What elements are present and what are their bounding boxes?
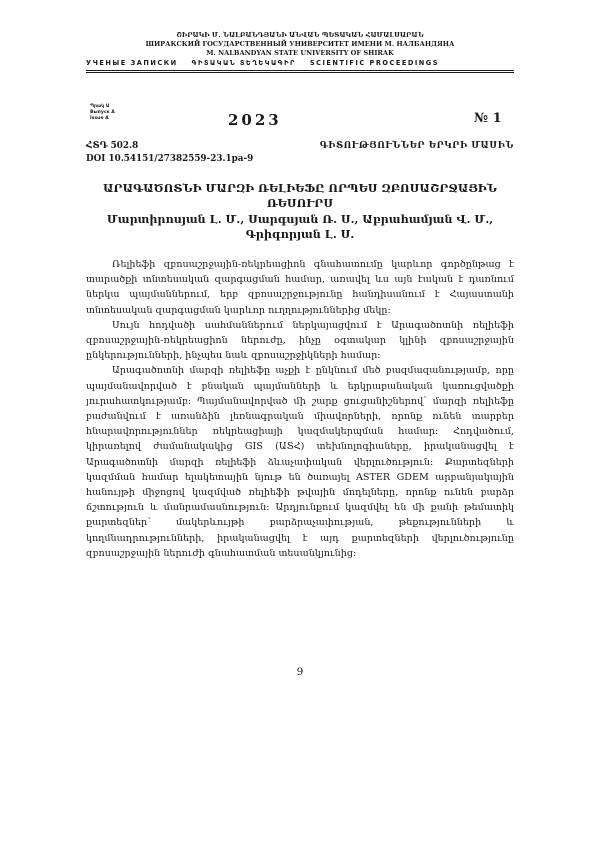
journal-name-armenian: ԳԻՏԱԿԱՆ ՏԵՂԵԿԱԳԻՐ — [191, 59, 296, 67]
volume-english: Issue A — [90, 116, 109, 121]
authors-line1: Մարտիրոսյան Լ. Մ., Սարգսյան Ռ. Ս., Աբրահամյան Վ. Մ., — [106, 212, 494, 226]
paragraph-3: Արագածոտնի մարզի ռելիեֆը աչքի է ընկնում մեծ բազմազանությամբ, որը պայմանավորված է բնական պայմանների և երկրաբանական կառուցվածքի յուրահատկությամբ: Պայմանավորված մի շարք ցուցանիշներով՝ մարզի ռելիեֆը բաժանվում է առանձին լեռնագրական միավորների, որոնք ունեն տարբեր հնարավորություններ ռեկրեացիայի կազմակերպման համար: Հոդվածում, կիրառելով ժամանակակից GIS (ԱՏՀ) տեխնոլոգիաները, իրականացվել է Արագածոտնի մարզի ռելիեֆի ձևաչափական վերլուծություն: Քարտեզների կազմման համար ելակետային նյութ են ծառայել ASTER GDEM արբանյակային հանույթի միջոցով կազմված ռելիեֆի թվային մոդելները, որոնք ունեն բարձր ճշտություն և մանրամասնություն: Արդյունքում կազմվել են մի քանի թեմատիկ քարտեզներ՝ մակերևույթի բարձրաչափության, թեքությունների և կողմնադրությունների, իրականացվել է այդ քարտեզների վերլուծությունը զբոսաշրջային ներուժի գնահատման տեսանկյունից: — [86, 365, 514, 559]
section-name: ԳԻՏՈՒԹՅՈՒՆՆԵՐ ԵՐԿՐԻ ՄԱՍԻՆ — [319, 141, 514, 151]
university-name-english: M. NALBANDYAN STATE UNIVERSITY OF SHIRAK — [206, 49, 394, 57]
university-name-armenian: ՇԻՐԱԿԻ Մ. ՆԱԼԲԱՆԴՅԱՆԻ ԱՆՎԱՆ ՊԵՏԱԿԱՆ ՀԱՄԱԼՍԱՐԱՆ — [176, 31, 424, 39]
paragraph-1: Ռելիեֆի զբոսաշրջային-ռեկրեացիոն գնահատումը կարևոր գործընթաց է տարածքի տնտեսական զարգացման համար, առավել ևս այն էական է դառնում ներկա պայմաններում, երբ զբոսաշրջությունը հանդիսանում է Հայաստանի տնտեսական զարգացման կարևոր ուղղություններից մեկը: — [86, 259, 514, 316]
header-rule-bottom — [86, 72, 514, 73]
article-title — [86, 181, 514, 210]
page-number: 9 — [296, 666, 304, 678]
doi: DOI 10.54151/27382559-23.1pa-9 — [86, 154, 254, 164]
article-title-line1: ԱՐԱԳԱԾՈՏՆԻ ՄԱՐԶԻ ՌԵԼԻԵՖԸ ՈՐՊԵՍ ԶԲՈՍԱՇՐՋԱՅԻՆ — [103, 181, 497, 195]
university-name-russian: ШИРАКСКИЙ ГОСУДАРСТВЕННЫЙ УНИВЕРСИТЕТ ИМЕНИ М. НАЛБАНДЯНА — [145, 40, 455, 48]
header-rule-top — [86, 70, 514, 71]
volume-armenian: Պրակ Ա — [90, 104, 110, 109]
journal-name-russian: УЧЕНЫЕ ЗАПИСКИ — [86, 59, 178, 67]
journal-names — [86, 59, 514, 67]
article-authors — [86, 212, 514, 242]
journal-name-english: SCIENTIFIC PROCEEDINGS — [309, 59, 439, 67]
udc-code: ՀՏԴ 502.8 — [86, 141, 139, 151]
article-title-line2: ՌԵՍՈՒՐՍ — [266, 195, 334, 210]
volume-russian: Выпуск А — [90, 110, 115, 115]
paragraph-2: Սույն հոդվածի սահմաններում ներկայացվում է Արագածոտնի ռելիեֆի զբոսաշրջային-ռեկրեացիոն ներուժը, ինչը օգտակար կլինի զբոսաշրջային ընկերությունների, ինչպես նաև զբոսաշրջիկների համար: — [86, 319, 514, 362]
issue-number: № 1 — [474, 111, 502, 126]
issue-year: 2023 — [228, 111, 282, 129]
authors-line2: Գրիգորյան Լ. Ս. — [245, 227, 355, 241]
article-body — [86, 257, 514, 561]
